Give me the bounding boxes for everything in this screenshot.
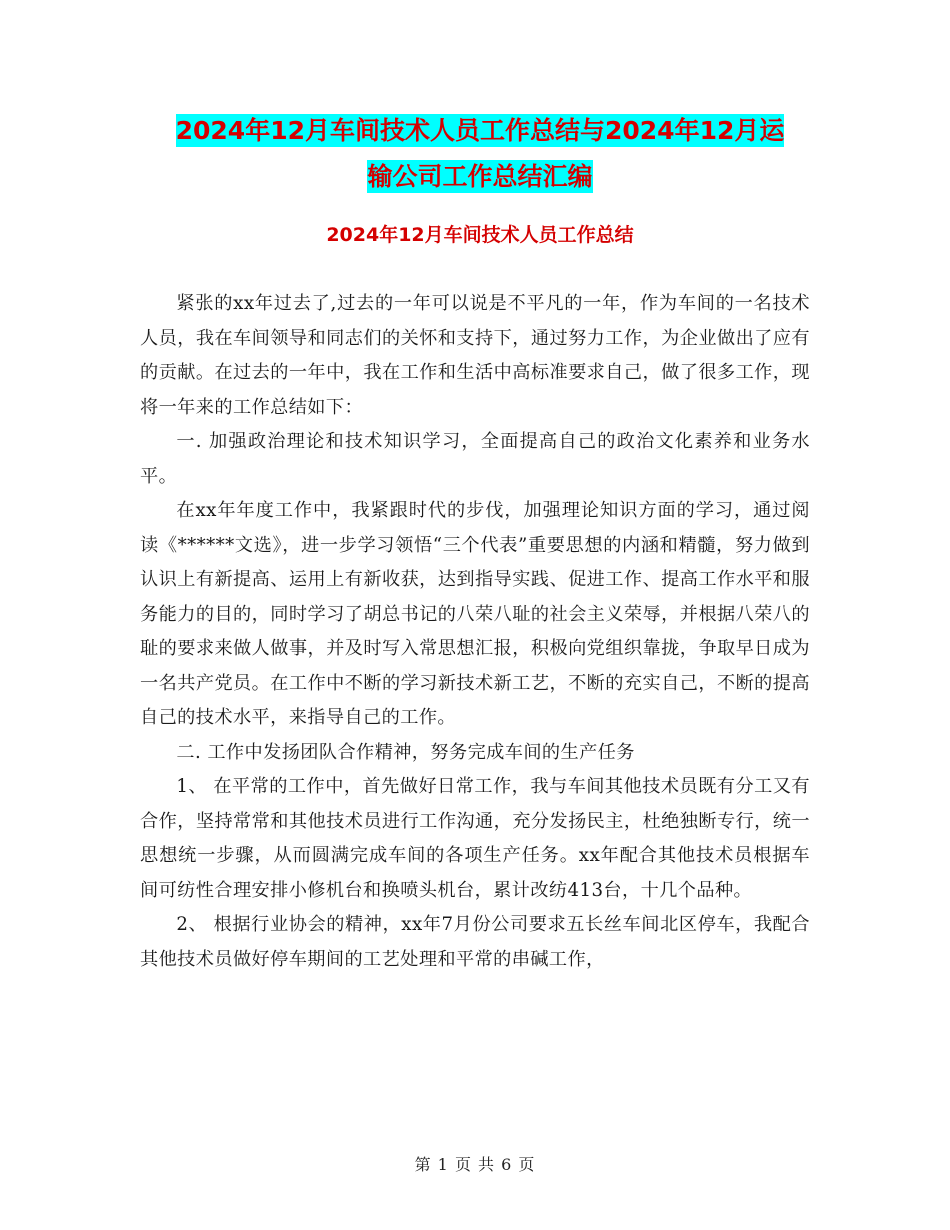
paragraph-item-1: 1、 在平常的工作中，首先做好日常工作，我与车间其他技术员既有分工又有合作，坚持常常和其他技术员进行工作沟通，充分发扬民主，杜绝独断专行，统一思想统一步骤，从而圆满完成车间的各项生产任务。xx年配合其他技术员根据车间可纺性合理安排小修机台和换喷头机台，累计改纺413台，十几个品种。 bbox=[140, 776, 810, 901]
paragraph-intro: 紧张的xx年过去了,过去的一年可以说是不平凡的一年，作为车间的一名技术人员，我在车间领导和同志们的关怀和支持下，通过努力工作，为企业做出了应有的贡献。在过去的一年中，我在工作和生活中高标准要求自己，做了很多工作，现将一年来的工作总结如下： bbox=[140, 293, 810, 418]
paragraph-item-2: 2、 根据行业协会的精神，xx年7月份公司要求五长丝车间北区停车，我配合其他技术员做好停车期间的工艺处理和平常的串碱工作， bbox=[140, 914, 810, 970]
document-title-line2: 输公司工作总结汇编 bbox=[367, 162, 593, 191]
page-footer: 第 1 页 共 6 页 bbox=[414, 1155, 536, 1174]
document-body bbox=[140, 287, 810, 977]
section-title: 2024年12月车间技术人员工作总结 bbox=[326, 224, 634, 246]
paragraph-study: 在xx年年度工作中，我紧跟时代的步伐，加强理论知识方面的学习，通过阅读《******文选》，进一步学习领悟“三个代表”重要思想的内涵和精髓，努力做到认识上有新提高、运用上有新收获，达到指导实践、促进工作、提高工作水平和服务能力的目的，同时学习了胡总书记的八荣八耻的社会主义荣辱，并根据八荣八的耻的要求来做人做事，并及时写入常思想汇报，积极向党组织靠拢，争取早日成为一名共产党员。在工作中不断的学习新技术新工艺，不断的充实自己，不断的提高自己的技术水平，来指导自己的工作。 bbox=[140, 500, 810, 728]
paragraph-heading-1: 一. 加强政治理论和技术知识学习，全面提高自己的政治文化素养和业务水平。 bbox=[140, 431, 810, 487]
document-title bbox=[140, 108, 820, 200]
paragraph-heading-2: 二. 工作中发扬团队合作精神，努务完成车间的生产任务 bbox=[176, 741, 635, 763]
document-title-line1: 2024年12月车间技术人员工作总结与2024年12月运 bbox=[175, 116, 785, 145]
